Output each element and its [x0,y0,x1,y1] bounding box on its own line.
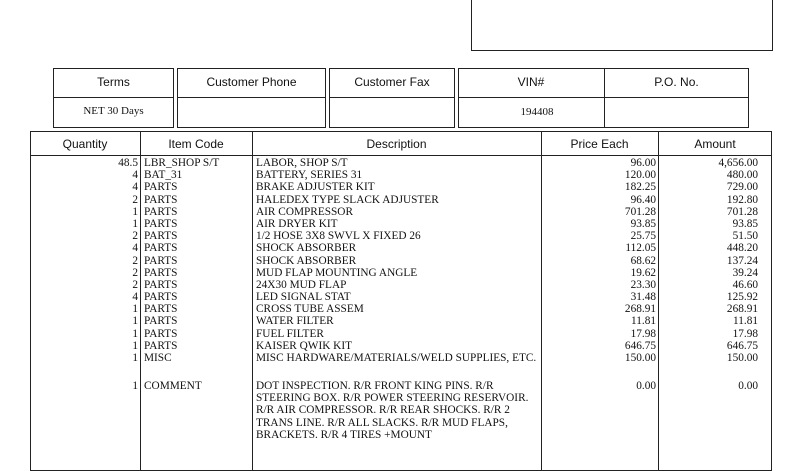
table-row: 1 PARTS WATER FILTER 11.81 11.81 [132,315,758,328]
table-row: 1 PARTS AIR COMPRESSOR 701.28 701.28 [132,205,758,218]
terms-label: Terms [97,75,130,89]
col-item-code: Item Code [168,137,224,151]
table-row: 2 PARTS MUD FLAP MOUNTING ANGLE 19.62 39.24 [132,266,758,279]
address-box [471,0,773,51]
table-row: 1 MISC MISC HARDWARE/MATERIALS/WELD SUPPLIES, ETC. 150.00 150.00 [132,352,758,364]
table-row: 4 PARTS LED SIGNAL STAT 31.48 125.92 [132,291,758,304]
header-divider [30,155,772,156]
table-row: 2 PARTS 24X30 MUD FLAP 23.30 46.60 [132,278,758,291]
table-row: 1 PARTS FUEL FILTER 17.98 17.98 [132,327,758,340]
customer-phone-label: Customer Phone [206,75,297,89]
po-label: P.O. No. [654,75,699,89]
col-price-each: Price Each [570,137,629,151]
table-row: 1 PARTS KAISER QWIK KIT 646.75 646.75 [132,339,758,352]
terms-value: NET 30 Days [83,105,144,117]
table-row: 2 PARTS HALEDEX TYPE SLACK ADJUSTER 96.40 192.80 [132,193,758,206]
table-row: 1 COMMENT DOT INSPECTION. R/R FRONT KING PINS. R/R STEERING BOX. R/R POWER STEERING RESERVOIR. R/R AIR COMPRESSOR. R/R REAR SHOCKS. R/R 2 TRANS LINE. R/R ALL SLACKS. R/R MUD FLAPS, BRACKETS. R/R 4 TIRES +MOUNT 0.00 0.00 [132,380,758,441]
table-row: 4 PARTS SHOCK ABSORBER 112.05 448.20 [132,242,758,255]
vin-label: VIN# [517,75,545,89]
col-description: Description [366,137,427,151]
customer-fax-label: Customer Fax [354,75,430,89]
table-row: 2 PARTS 1/2 HOSE 3X8 SWVL X FIXED 26 25.75 51.50 [132,230,758,243]
table-row: 2 PARTS SHOCK ABSORBER 68.62 137.24 [132,254,758,267]
col-amount: Amount [694,137,736,151]
table-row: 1 PARTS CROSS TUBE ASSEM 268.91 268.91 [132,303,758,316]
vin-value: 194408 [520,106,554,118]
col-quantity: Quantity [62,137,108,151]
table-row: 4 PARTS BRAKE ADJUSTER KIT 182.25 729.00 [132,181,758,194]
table-row: 48.5 LBR_SHOP S/T LABOR, SHOP S/T 96.00 4,656.00 [118,157,758,169]
table-row: 4 BAT_31 BATTERY, SERIES 31 120.00 480.00 [132,169,758,182]
table-row: 1 PARTS AIR DRYER KIT 93.85 93.85 [132,217,758,230]
table-body [30,157,772,446]
